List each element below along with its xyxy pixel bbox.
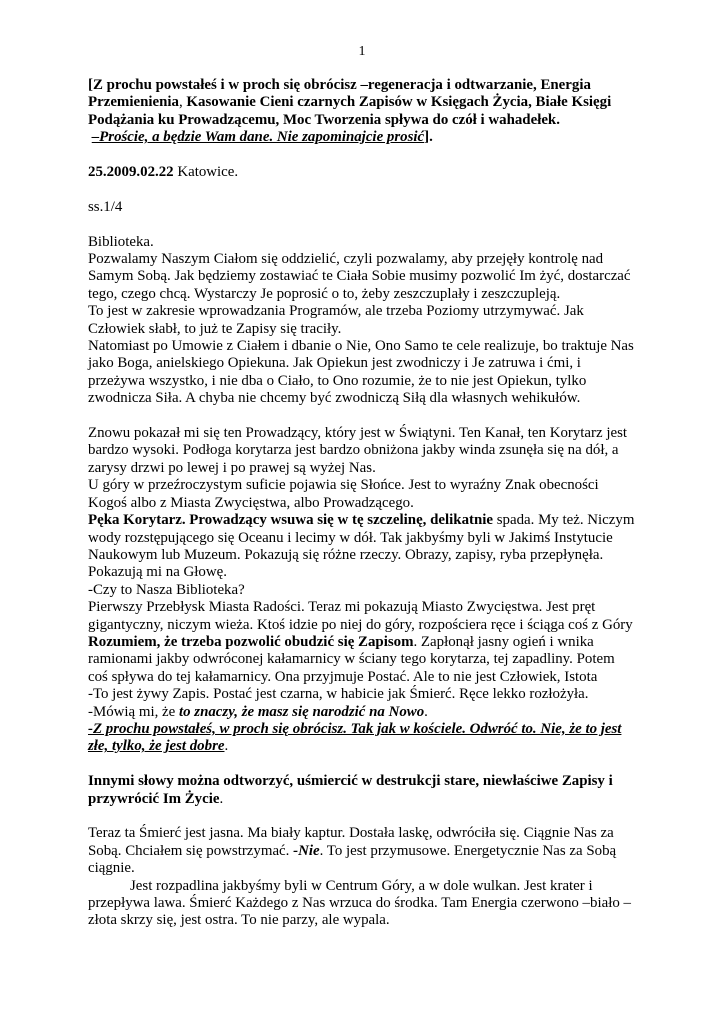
heading-part-1: [Z prochu powstałeś i w proch się obrócisz –regeneracja i odtwarzanie, Energia Przemienienia: [88, 77, 591, 111]
paragraph: Innymi słowy można odtworzyć, uśmiercić w destrukcji stare, niewłaściwe Zapisy i przywrócić Im Życie.: [88, 773, 613, 807]
paragraph: -Z prochu powstałeś, w proch się obrócisz. Tak jak w kościele. Odwróć to. Nie, że to jest złe, tylko, że jest dobre.: [88, 720, 622, 755]
bold-italic-phrase: -Nie: [293, 842, 320, 859]
paragraph: Pęka Korytarz. Prowadzący wsuwa się w tę szczelinę, delikatnie spada. My też. Niczym wody rozstępującego się Oceanu i lecimy w dół. Tak jakbyśmy byli w Jakimś Instytucie Naukowym lub Muzeum. Pokazują się różne rzeczy. Obrazy, zapisy, ryba przepłynęła. Pokazują mi na Głowę.: [88, 512, 635, 581]
session-number: ss.1/4: [88, 198, 123, 215]
paragraph: -Czy to Nasza Biblioteka?: [88, 581, 245, 598]
date-line: [88, 164, 636, 181]
bold-italic-phrase: to znaczy, że masz się narodzić na Nowo: [178, 703, 425, 720]
bold-phrase: Pęka Korytarz. Prowadzący wsuwa się w tę szczelinę, delikatnie: [88, 512, 493, 529]
heading-request: –Proście, a będzie Wam dane. Nie zapominajcie prosić: [91, 129, 425, 146]
paragraph: To jest w zakresie wprowadzania Programów, ale trzeba Poziomy utrzymywać. Jak Człowiek słabł, to już te Zapisy się traciły.: [88, 303, 584, 337]
page-number: 1: [358, 44, 366, 59]
paragraph: Pierwszy Przebłysk Miasta Radości. Teraz mi pokazują Miasto Zwycięstwa. Jest pręt gigantyczny, niczym wieża. Ktoś idzie po niej do góry, rozpościera ręce i ściąga coś z Góry: [88, 599, 633, 633]
paragraph: Jest rozpadlina jakbyśmy byli w Centrum Góry, a w dole wulkan. Jest krater i przepływa lawa. Śmierć Każdego z Nas wrzuca do środka. Tam Energia czerwono –biało –złota skrzy się, jest ostra. To nie parzy, ale wypala.: [88, 877, 631, 929]
paragraph: Pozwalamy Naszym Ciałom się oddzielić, czyli pozwalamy, aby przejęły kontrolę nad Samym Sobą. Jak będziemy zostawiać te Ciała Sobie musimy pozwolić Im żyć, dostarczać tego, czego chcą. Wystarczy Je poprosić o to, żeby zeszczuplały i zeszczupleją.: [88, 251, 631, 302]
section-title: Biblioteka.: [88, 233, 154, 250]
paragraph: Teraz ta Śmierć jest jasna. Ma biały kaptur. Dostała laskę, odwróciła się. Ciągnie Nas za Sobą. Chciałem się powstrzymać. -Nie. To jest przymusowe. Energetycznie Nas za Sobą ciągnie.: [88, 825, 617, 877]
place: Katowice.: [173, 164, 239, 181]
document-body: [88, 77, 636, 930]
heading-part-3: Kasowanie Cieni czarnych Zapisów w Księgach Życia, Białe Księgi Podążania ku Prowadzącemu, Moc Tworzenia spływa do czół i wahadełek.: [88, 94, 612, 128]
paragraph: -Mówią mi, że to znaczy, że masz się narodzić na Nowo.: [88, 703, 428, 720]
bold-phrase: Rozumiem, że trzeba pozwolić obudzić się Zapisom: [88, 633, 414, 650]
heading-end: ].: [424, 129, 433, 146]
paragraph: Znowu pokazał mi się ten Prowadzący, który jest w Świątyni. Ten Kanał, ten Korytarz jest bardzo wysoki. Podłoga korytarza jest bardzo obniżona jakby winda zsunęła się na dół, a zarysy drzwi po lewej i po prawej są wyżej Nas.: [88, 425, 628, 476]
paragraph: U góry w przeźroczystym suficie pojawia się Słońce. Jest to wyraźny Znak obecności Kogoś albo z Miasta Zwycięstwa, albo Prowadzącego.: [88, 477, 599, 511]
bold-phrase: Innymi słowy można odtworzyć, uśmiercić w destrukcji stare, niewłaściwe Zapisy i przywrócić Im Życie: [88, 773, 613, 807]
document-heading: [88, 77, 636, 147]
paragraph: -To jest żywy Zapis. Postać jest czarna, w habicie jak Śmierć. Ręce lekko rozłożyła.: [88, 686, 589, 703]
underlined-phrase: -Z prochu powstałeś, w proch się obrócisz. Tak jak w kościele. Odwróć to. Nie, że to jest złe, tylko, że jest dobre: [88, 720, 622, 755]
heading-comma: ,: [178, 94, 187, 111]
paragraph: Natomiast po Umowie z Ciałem i dbanie o Nie, Ono Samo te cele realizuje, bo traktuje Nas jako Boga, anielskiego Opiekuna. Jak Opiekun jest zwodniczy i Je zatruwa i ćmi, i przeżywa wszystko, i nie dba o Ciało, to Ono rozumie, że to nie jest Opiekun, tylko zwodnicza Siła. A chyba nie chcemy być zwodniczą Siłą dla własnych wehikułów.: [88, 338, 634, 407]
paragraph: Rozumiem, że trzeba pozwolić obudzić się Zapisom. Zapłonął jasny ogień i wnika ramionami jakby odwróconej kałamarnicy w ściany tego korytarza, tej zapadliny. Potem coś spływa do tej kałamarnicy. Ona przyjmuje Postać. Ale to nie jest Człowiek, Istota: [88, 633, 615, 685]
date: 25.2009.02.22: [88, 164, 174, 181]
